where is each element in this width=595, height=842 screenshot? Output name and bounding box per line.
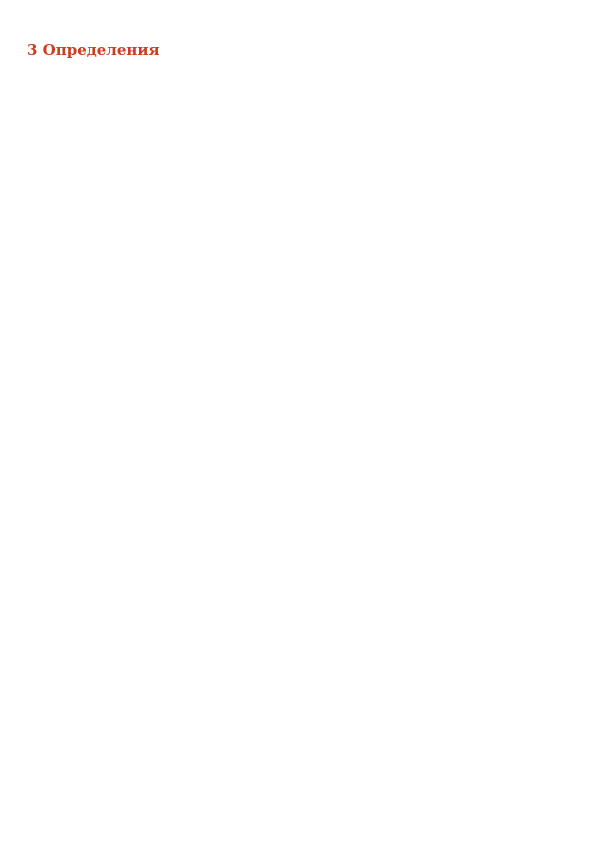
definition-paragraph: [27, 582, 569, 590]
definition-paragraph: [27, 392, 569, 400]
definition-paragraph: [27, 164, 569, 172]
definition-paragraph: [27, 525, 569, 533]
definition-paragraph: [27, 316, 569, 324]
definition-paragraph: [27, 411, 569, 419]
definition-paragraph: [27, 449, 569, 457]
definition-paragraph: [27, 259, 569, 267]
definition-paragraph: [27, 639, 569, 647]
definition-paragraph: [27, 88, 569, 96]
definition-paragraph: [27, 107, 569, 115]
definition-paragraph: [27, 430, 569, 438]
section-heading: 3 Определения: [27, 41, 160, 59]
definition-paragraph: [27, 563, 569, 571]
definition-paragraph: [27, 202, 569, 210]
definition-paragraph: [27, 601, 569, 609]
definition-paragraph: [27, 69, 569, 77]
definition-paragraph: [27, 278, 569, 286]
definition-paragraph: [27, 335, 569, 343]
definition-paragraph: [27, 240, 569, 248]
document-header: [27, 14, 569, 31]
definition-paragraph: [27, 506, 569, 514]
definition-paragraph: [27, 620, 569, 628]
definition-paragraph: [27, 183, 569, 191]
definition-paragraph: [27, 468, 569, 476]
definition-paragraph: [27, 373, 569, 381]
definition-paragraph: [27, 297, 569, 305]
definition-paragraph: [27, 544, 569, 552]
definition-paragraph: [27, 126, 569, 134]
definition-paragraph: [27, 487, 569, 495]
definition-paragraph: [27, 354, 569, 362]
definition-paragraph: [27, 221, 569, 229]
definition-paragraph: [27, 145, 569, 153]
definitions-body: [27, 69, 569, 666]
definition-paragraph: [27, 658, 569, 666]
